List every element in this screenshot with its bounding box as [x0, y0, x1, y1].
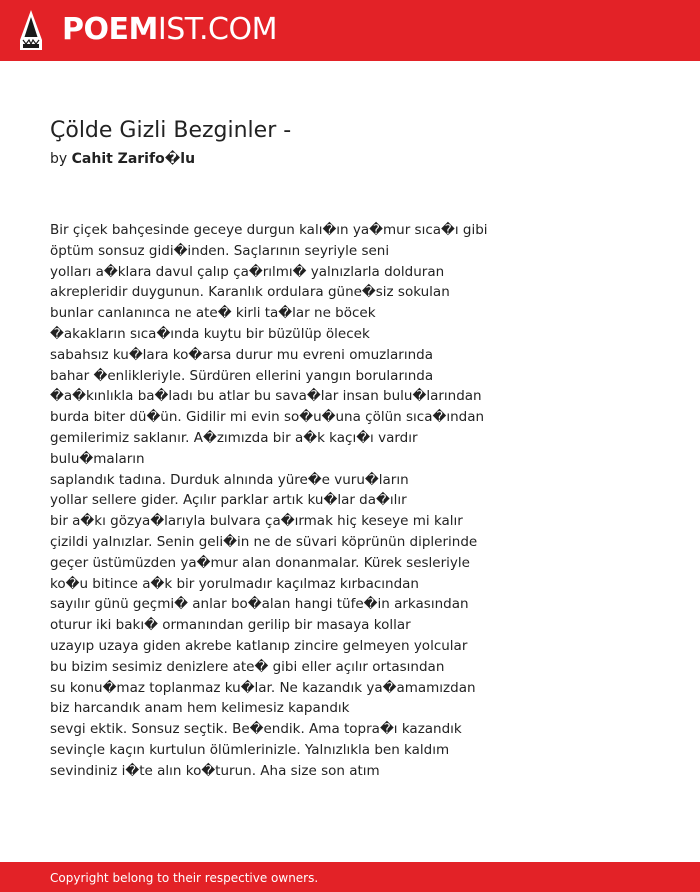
poem-line: sabahsız ku�lara ko�arsa durur mu evreni omuzlarında — [50, 346, 433, 363]
poem-line: öptüm sonsuz gidi�inden. Saçlarının seyriyle seni — [50, 242, 390, 259]
poem-line: ko�u bitince a�k bir yorulmadır kaçılmaz kırbacından — [50, 575, 419, 592]
poem-line: yollar sellere gider. Açılır parklar artık ku�lar da�ılır — [50, 492, 407, 509]
author-name: Cahit Zarifo�lu — [71, 151, 196, 167]
site-header — [0, 0, 700, 61]
poem-line: geçer üstümüzden ya�mur alan donanmalar. Kürek sesleriyle — [50, 554, 470, 571]
pencil-icon[interactable] — [18, 10, 44, 56]
poem-line: sayılır günü geçmi� anlar bo�alan hangi tüfe�in arkasından — [50, 596, 469, 613]
by-label: by — [50, 151, 68, 167]
poem-line: uzayıp uzaya giden akrebe katlanıp zincire gelmeyen yolcular — [50, 637, 468, 654]
poem-line: yolları a�klara davul çalıp ça�rılmı� yalnızlarla dolduran — [50, 263, 445, 280]
site-footer — [0, 862, 700, 892]
brand-light: IST.COM — [157, 12, 277, 47]
poem-line: bulu�maların — [50, 450, 145, 467]
poem-line: biz harcandık anam hem kelimesiz kapandık — [50, 700, 350, 717]
poem-line: sevgi ektik. Sonsuz seçtik. Be�endik. Ama topra�ı kazandık — [50, 721, 462, 738]
poem-line: bunlar canlanınca ne ate� kirli ta�lar ne böcek — [50, 305, 376, 322]
poem-body — [50, 220, 670, 782]
poem-title: Çölde Gizli Bezginler - — [50, 118, 292, 143]
poem-line: akrepleridir duygunun. Karanlık ordulara güne�siz sokulan — [50, 284, 450, 301]
copyright-text: Copyright belong to their respective owners. — [50, 871, 319, 885]
poem-line: oturur iki bakı� ormanından gerilip bir masaya kollar — [50, 617, 411, 634]
poem-line: gemilerimiz saklanır. A�zımızda bir a�k kaçı�ı vardır — [50, 429, 418, 446]
poem-line: �akakların sıca�ında kuytu bir büzülüp ölecek — [50, 325, 370, 342]
poem-line: bahar �enlikleriyle. Sürdüren ellerini yangın borularında — [50, 367, 434, 384]
poem-line: Bir çiçek bahçesinde geceye durgun kalı�ın ya�mur sıca�ı gibi — [50, 222, 488, 238]
brand-bold: POEM — [62, 12, 158, 47]
poem-line: saplandık tadına. Durduk alnında yüre�e vuru�ların — [50, 471, 409, 488]
poem-line: burda biter dü�ün. Gidilir mi evin so�u�una çölün sıca�ından — [50, 409, 485, 426]
poem-line: �a�kınlıkla ba�ladı bu atlar bu sava�lar insan bulu�larından — [50, 388, 482, 405]
poem-line: bir a�kı gözya�larıyla bulvara ça�ırmak hiç keseye mi kalır — [50, 513, 463, 530]
poem-line: bu bizim sesimiz denizlere ate� gibi eller açılır ortasından — [50, 658, 445, 675]
poem-line: çizildi yalnızlar. Senin geli�in ne de süvari köprünün diplerinde — [50, 533, 478, 550]
poem-line: sevinçle kaçın kurtulun ölümlerinizle. Yalnızlıkla ben kaldım — [50, 741, 450, 758]
site-logo-link[interactable] — [62, 12, 277, 48]
poem-line: sevindiniz i�te alın ko�turun. Aha size son atım — [50, 762, 380, 779]
poem-line: su konu�maz toplanmaz ku�lar. Ne kazandık ya�amamızdan — [50, 679, 476, 696]
byline — [50, 150, 195, 168]
